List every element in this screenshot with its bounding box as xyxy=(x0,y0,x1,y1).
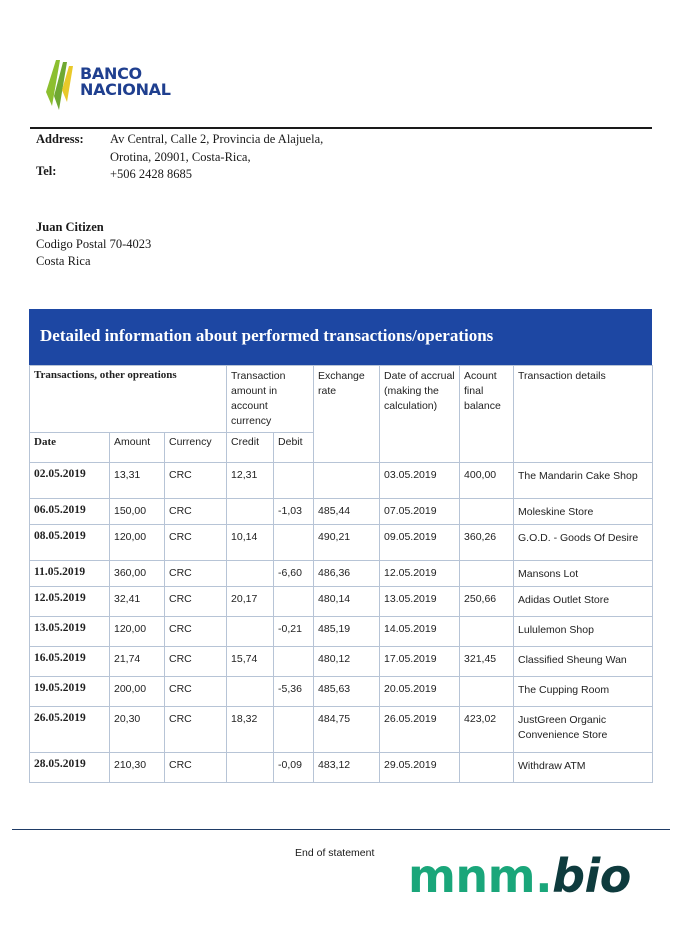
cell-amount: 13,31 xyxy=(110,463,165,499)
header-accrual-date: Date of accrual (making the calculation) xyxy=(380,366,460,463)
cell-details: Moleskine Store xyxy=(514,499,653,525)
cell-balance: 360,26 xyxy=(460,525,514,561)
cell-credit: 15,74 xyxy=(227,647,274,677)
cell-accrual: 14.05.2019 xyxy=(380,617,460,647)
table-row xyxy=(30,707,653,753)
cell-details: Withdraw ATM xyxy=(514,753,653,783)
cell-date: 19.05.2019 xyxy=(30,677,110,707)
watermark xyxy=(408,848,631,904)
transactions-section xyxy=(29,309,652,783)
cell-accrual: 13.05.2019 xyxy=(380,587,460,617)
header-transaction-amount: Transaction amount in account currency xyxy=(227,366,314,433)
cell-rate: 490,21 xyxy=(314,525,380,561)
bank-logo xyxy=(44,52,204,116)
cell-debit: -0,21 xyxy=(274,617,314,647)
cell-accrual: 20.05.2019 xyxy=(380,677,460,707)
cell-amount: 120,00 xyxy=(110,525,165,561)
col-header-date: Date xyxy=(30,433,110,463)
cell-currency: CRC xyxy=(165,617,227,647)
table-row xyxy=(30,647,653,677)
cell-date: 12.05.2019 xyxy=(30,587,110,617)
cell-credit xyxy=(227,617,274,647)
cell-date: 02.05.2019 xyxy=(30,463,110,499)
cell-currency: CRC xyxy=(165,647,227,677)
col-header-debit: Debit xyxy=(274,433,314,463)
table-row xyxy=(30,677,653,707)
cell-date: 08.05.2019 xyxy=(30,525,110,561)
cell-details: Classified Sheung Wan xyxy=(514,647,653,677)
cell-debit xyxy=(274,647,314,677)
col-header-currency: Currency xyxy=(165,433,227,463)
bank-logo-icon xyxy=(44,52,84,116)
cell-credit xyxy=(227,753,274,783)
cell-balance xyxy=(460,677,514,707)
cell-details: Lululemon Shop xyxy=(514,617,653,647)
cell-date: 06.05.2019 xyxy=(30,499,110,525)
cell-currency: CRC xyxy=(165,463,227,499)
cell-credit xyxy=(227,561,274,587)
cell-balance: 423,02 xyxy=(460,707,514,753)
header-transaction-details: Transaction details xyxy=(514,366,653,463)
cell-rate: 483,12 xyxy=(314,753,380,783)
cell-details: Adidas Outlet Store xyxy=(514,587,653,617)
bank-name-line2: NACIONAL xyxy=(80,80,171,99)
cell-date: 26.05.2019 xyxy=(30,707,110,753)
cell-balance xyxy=(460,499,514,525)
cell-debit xyxy=(274,707,314,753)
cell-rate: 480,12 xyxy=(314,647,380,677)
footer-divider xyxy=(12,829,670,830)
table-row xyxy=(30,617,653,647)
cell-accrual: 03.05.2019 xyxy=(380,463,460,499)
cell-balance: 400,00 xyxy=(460,463,514,499)
cell-currency: CRC xyxy=(165,707,227,753)
cell-credit xyxy=(227,677,274,707)
watermark-part-b: bio xyxy=(552,849,631,903)
cell-details: The Cupping Room xyxy=(514,677,653,707)
cell-details: JustGreen Organic Convenience Store xyxy=(514,707,653,753)
cell-amount: 150,00 xyxy=(110,499,165,525)
cell-balance: 321,45 xyxy=(460,647,514,677)
cell-accrual: 26.05.2019 xyxy=(380,707,460,753)
watermark-part-a: mnm. xyxy=(408,849,553,903)
cell-amount: 21,74 xyxy=(110,647,165,677)
cell-debit xyxy=(274,525,314,561)
cell-accrual: 29.05.2019 xyxy=(380,753,460,783)
cell-amount: 32,41 xyxy=(110,587,165,617)
table-row xyxy=(30,499,653,525)
header-divider xyxy=(30,127,652,129)
cell-debit: -5,36 xyxy=(274,677,314,707)
cell-details: Mansons Lot xyxy=(514,561,653,587)
cell-date: 13.05.2019 xyxy=(30,617,110,647)
cell-currency: CRC xyxy=(165,525,227,561)
cell-rate: 485,63 xyxy=(314,677,380,707)
cell-credit: 10,14 xyxy=(227,525,274,561)
tel-value: +506 2428 8685 xyxy=(110,167,193,181)
cell-debit xyxy=(274,587,314,617)
cell-balance xyxy=(460,617,514,647)
table-row xyxy=(30,561,653,587)
cell-currency: CRC xyxy=(165,499,227,525)
tel-label: Tel: xyxy=(36,164,57,178)
cell-rate: 484,75 xyxy=(314,707,380,753)
group-header-transactions: Transactions, other opreations xyxy=(30,366,227,433)
cell-accrual: 09.05.2019 xyxy=(380,525,460,561)
end-of-statement: End of statement xyxy=(295,847,375,859)
address-line2: Orotina, 20901, Costa-Rica, xyxy=(110,150,251,164)
address-label: Address: xyxy=(36,132,84,146)
cell-accrual: 12.05.2019 xyxy=(380,561,460,587)
recipient-postal: Codigo Postal 70-4023 xyxy=(36,237,152,251)
cell-accrual: 07.05.2019 xyxy=(380,499,460,525)
table-row xyxy=(30,753,653,783)
cell-balance: 250,66 xyxy=(460,587,514,617)
col-header-amount: Amount xyxy=(110,433,165,463)
address-line1: Av Central, Calle 2, Provincia de Alajuela, xyxy=(110,132,324,146)
header-final-balance: Acount final balance xyxy=(460,366,514,463)
bank-logo-text xyxy=(80,66,171,98)
table-title: Detailed information about performed transactions/operations xyxy=(29,309,652,365)
cell-rate: 485,44 xyxy=(314,499,380,525)
cell-accrual: 17.05.2019 xyxy=(380,647,460,677)
cell-rate: 480,14 xyxy=(314,587,380,617)
cell-credit xyxy=(227,499,274,525)
cell-date: 28.05.2019 xyxy=(30,753,110,783)
cell-amount: 20,30 xyxy=(110,707,165,753)
cell-credit: 12,31 xyxy=(227,463,274,499)
bank-name-line1: BANCO xyxy=(80,64,142,83)
cell-balance xyxy=(460,561,514,587)
cell-balance xyxy=(460,753,514,783)
header-exchange-rate: Exchange rate xyxy=(314,366,380,463)
recipient-name: Juan Citizen xyxy=(36,220,104,234)
cell-amount: 120,00 xyxy=(110,617,165,647)
cell-currency: CRC xyxy=(165,587,227,617)
cell-rate: 486,36 xyxy=(314,561,380,587)
table-row xyxy=(30,587,653,617)
cell-date: 16.05.2019 xyxy=(30,647,110,677)
recipient-block xyxy=(36,219,151,270)
cell-details: G.O.D. - Goods Of Desire xyxy=(514,525,653,561)
cell-currency: CRC xyxy=(165,677,227,707)
cell-currency: CRC xyxy=(165,561,227,587)
cell-credit: 20,17 xyxy=(227,587,274,617)
cell-amount: 200,00 xyxy=(110,677,165,707)
recipient-country: Costa Rica xyxy=(36,254,91,268)
cell-currency: CRC xyxy=(165,753,227,783)
transactions-table xyxy=(29,365,653,783)
table-row xyxy=(30,525,653,561)
cell-credit: 18,32 xyxy=(227,707,274,753)
cell-debit xyxy=(274,463,314,499)
table-row xyxy=(30,463,653,499)
cell-rate: 485,19 xyxy=(314,617,380,647)
cell-debit: -1,03 xyxy=(274,499,314,525)
cell-amount: 210,30 xyxy=(110,753,165,783)
col-header-credit: Credit xyxy=(227,433,274,463)
cell-details: The Mandarin Cake Shop xyxy=(514,463,653,499)
cell-date: 11.05.2019 xyxy=(30,561,110,587)
cell-amount: 360,00 xyxy=(110,561,165,587)
cell-debit: -6,60 xyxy=(274,561,314,587)
cell-debit: -0,09 xyxy=(274,753,314,783)
cell-rate xyxy=(314,463,380,499)
